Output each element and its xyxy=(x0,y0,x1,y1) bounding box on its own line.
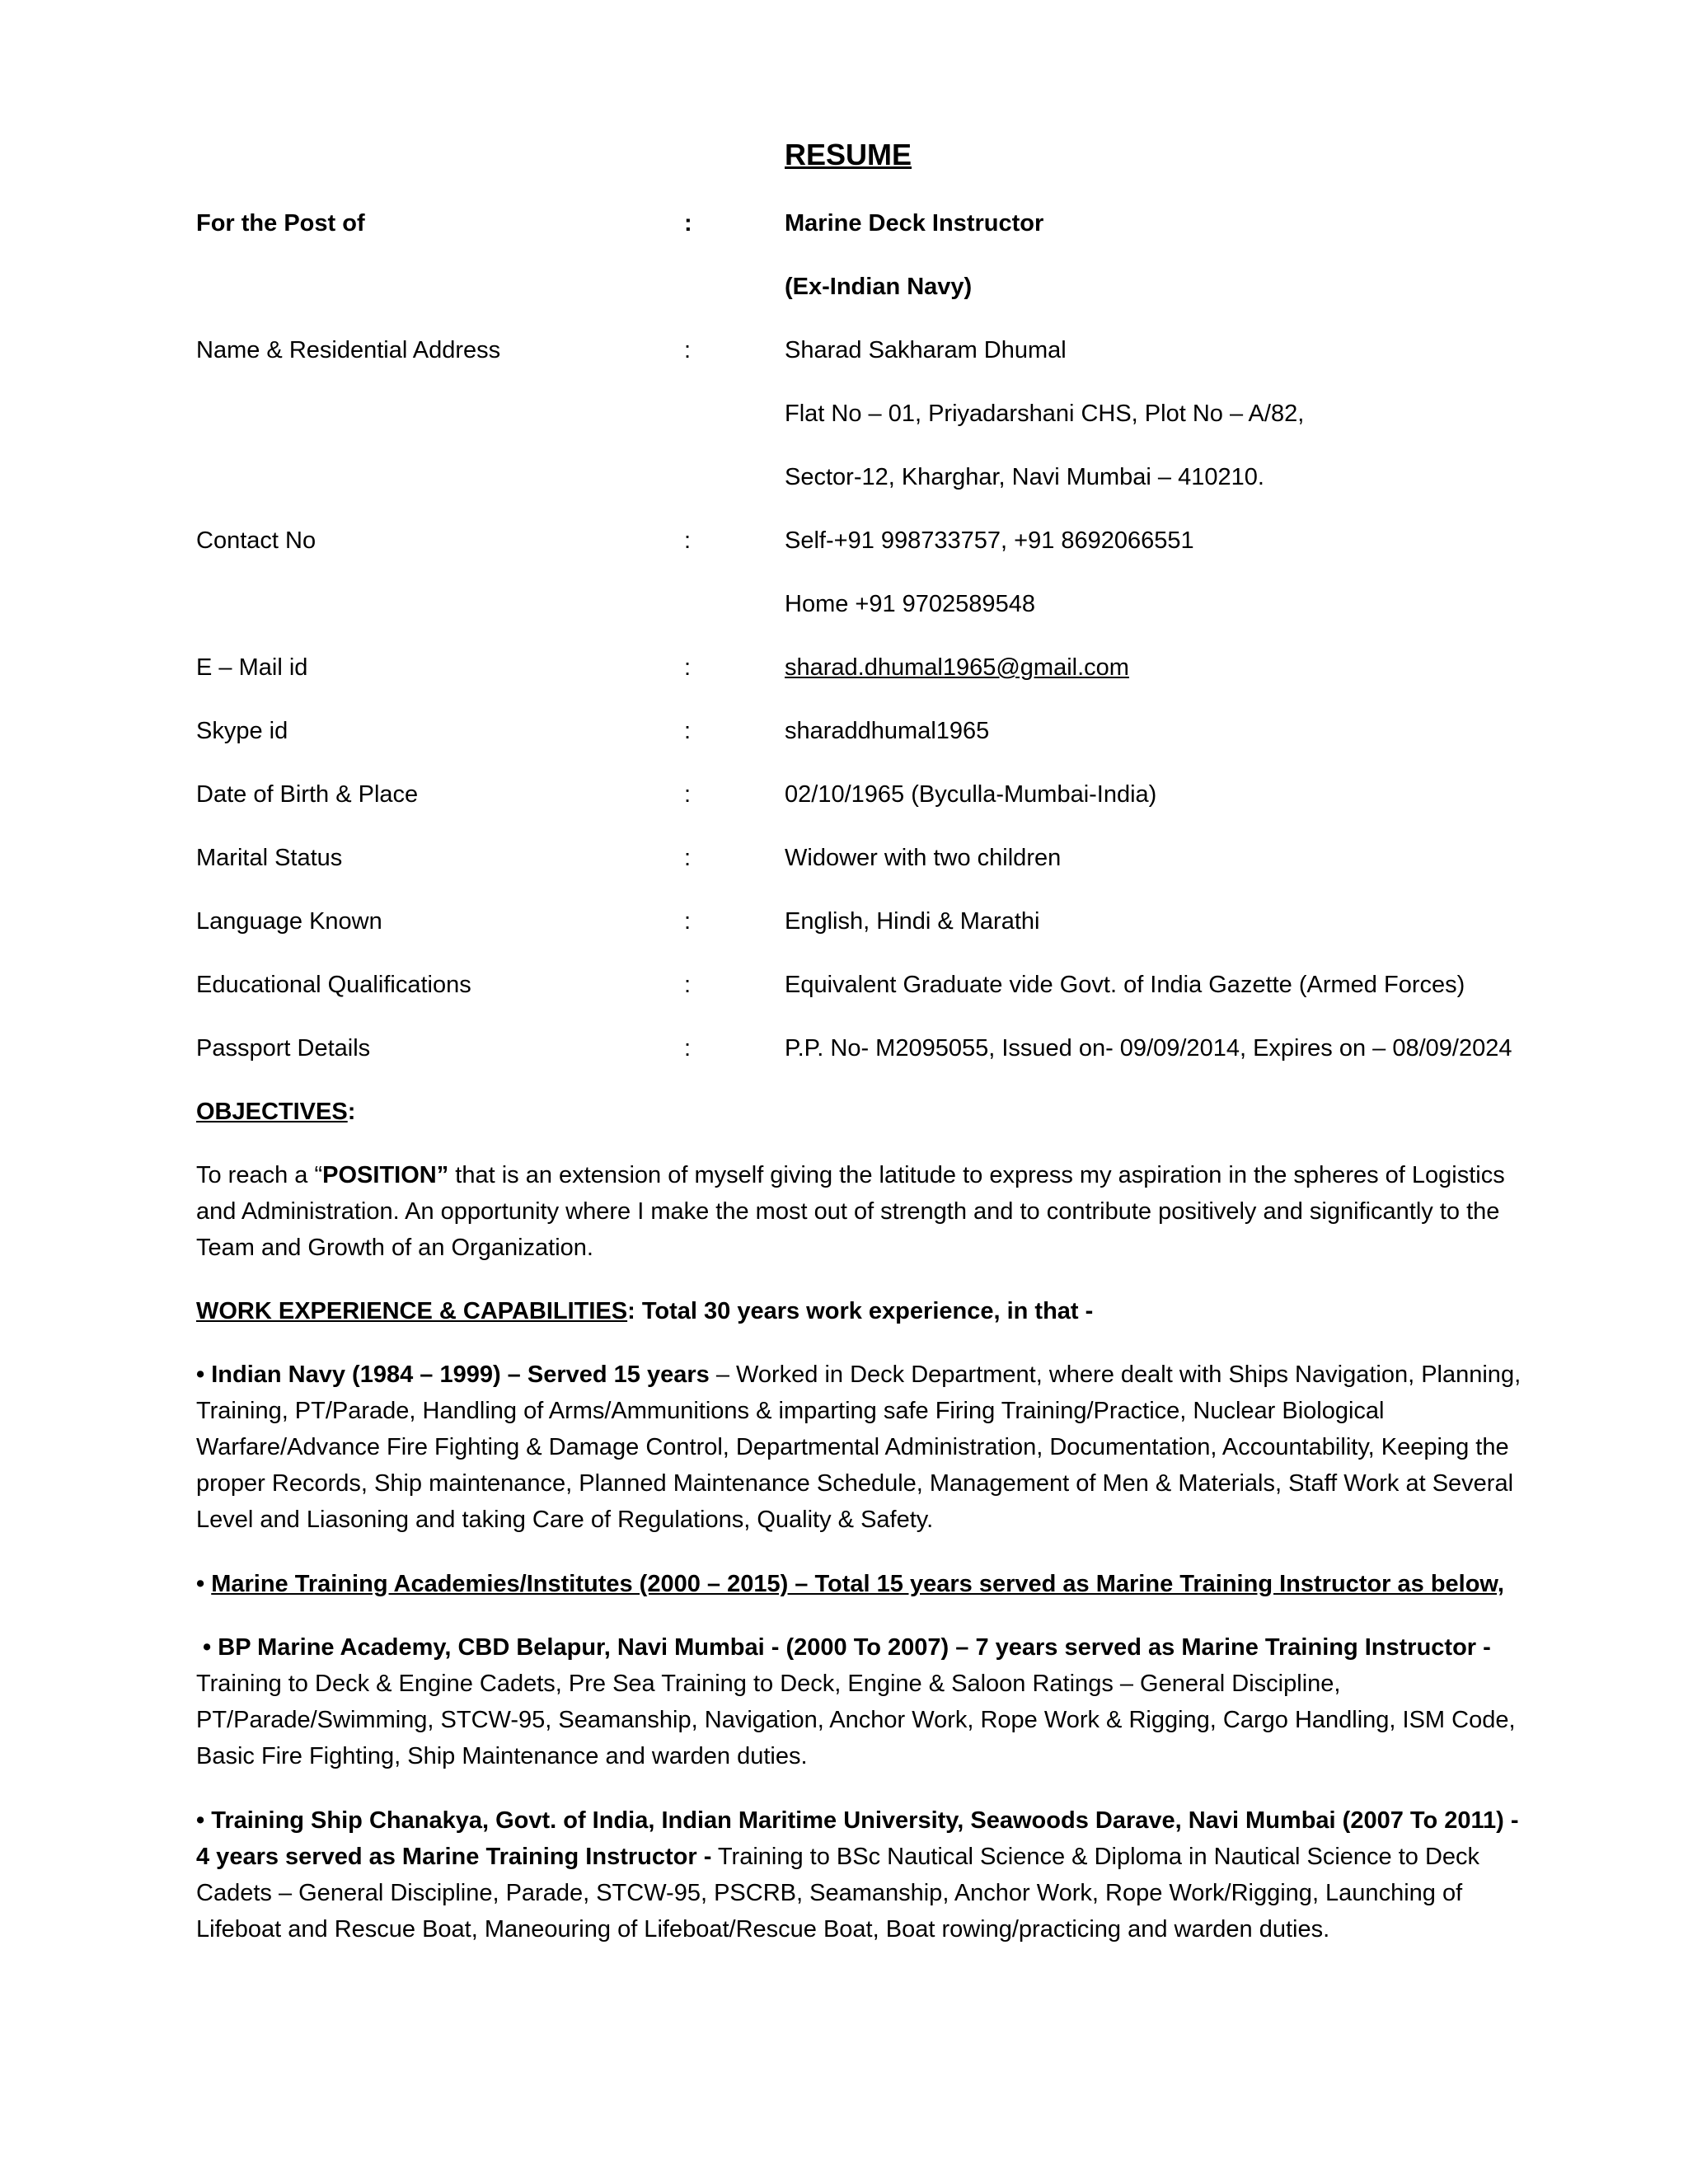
name-colon: : xyxy=(684,337,692,363)
education-row xyxy=(196,968,1523,1001)
language-value: English, Hindi & Marathi xyxy=(785,908,1040,935)
academies-heading xyxy=(196,1566,1523,1602)
objectives-heading-text: OBJECTIVES xyxy=(196,1099,348,1125)
language-label: Language Known xyxy=(196,908,382,935)
objectives-text-start: To reach a “ xyxy=(196,1162,323,1188)
contact-row xyxy=(196,524,1523,557)
language-colon: : xyxy=(684,908,692,935)
address-row-1 xyxy=(196,397,1523,430)
post-value: Marine Deck Instructor xyxy=(785,210,1044,237)
name-row xyxy=(196,334,1523,367)
work-heading xyxy=(196,1295,1523,1328)
post-colon: : xyxy=(684,210,692,237)
post-row-2 xyxy=(196,270,1523,303)
passport-value: P.P. No- M2095055, Issued on- 09/09/2014, Expires on – 08/09/2024 xyxy=(785,1035,1512,1062)
skype-colon: : xyxy=(684,718,692,744)
address-line-2: Sector-12, Kharghar, Navi Mumbai – 410210. xyxy=(785,464,1264,490)
skype-row xyxy=(196,715,1523,748)
marital-value: Widower with two children xyxy=(785,845,1062,871)
contact-colon: : xyxy=(684,527,692,554)
dob-value: 02/10/1965 (Byculla-Mumbai-India) xyxy=(785,781,1157,808)
language-row xyxy=(196,905,1523,938)
contact-row-2 xyxy=(196,588,1523,621)
email-label: E – Mail id xyxy=(196,654,308,681)
bp-academy-title: • BP Marine Academy, CBD Belapur, Navi Mumbai - (2000 To 2007) – 7 years served as Marine Training Instructor - xyxy=(196,1634,1491,1661)
contact-label: Contact No xyxy=(196,527,316,554)
work-heading-text: WORK EXPERIENCE & CAPABILITIES xyxy=(196,1298,628,1324)
navy-experience-title: • Indian Navy (1984 – 1999) – Served 15 years xyxy=(196,1361,710,1388)
marital-row xyxy=(196,841,1523,874)
marital-label: Marital Status xyxy=(196,845,343,871)
email-link[interactable]: sharad.dhumal1965@gmail.com xyxy=(785,654,1129,681)
dob-row xyxy=(196,778,1523,811)
objectives-heading xyxy=(196,1095,1523,1128)
objectives-text xyxy=(196,1157,1523,1266)
dob-colon: : xyxy=(684,781,692,808)
chanakya-title: • Training Ship Chanakya, Govt. of India, Indian Maritime University, Seawoods Darave, Navi Mumbai (2007 To 2011) - 4 years served as Marine Training Instructor - xyxy=(196,1807,1519,1870)
passport-colon: : xyxy=(684,1035,692,1062)
education-label: Educational Qualifications xyxy=(196,972,471,998)
marital-colon: : xyxy=(684,845,692,871)
name-label: Name & Residential Address xyxy=(196,337,501,363)
contact-home: Home +91 9702589548 xyxy=(785,591,1035,617)
name-value: Sharad Sakharam Dhumal xyxy=(785,337,1067,363)
post-label: For the Post of xyxy=(196,210,365,237)
post-row xyxy=(196,207,1523,240)
chanakya-experience xyxy=(196,1802,1523,1947)
resume-title: RESUME xyxy=(785,138,912,171)
email-row xyxy=(196,651,1523,684)
skype-value: sharaddhumal1965 xyxy=(785,718,990,744)
education-colon: : xyxy=(684,972,692,998)
education-value: Equivalent Graduate vide Govt. of India Gazette (Armed Forces) xyxy=(785,972,1465,998)
post-value-2: (Ex-Indian Navy) xyxy=(785,274,973,300)
contact-self: Self-+91 998733757, +91 8692066551 xyxy=(785,527,1194,554)
academies-bullet: • xyxy=(196,1571,212,1597)
academies-heading-text: Marine Training Academies/Institutes (2000 – 2015) – Total 15 years served as Marine Training Instructor as below, xyxy=(211,1571,1504,1597)
passport-label: Passport Details xyxy=(196,1035,371,1062)
skype-label: Skype id xyxy=(196,718,288,744)
bp-academy-experience xyxy=(196,1629,1523,1774)
dob-label: Date of Birth & Place xyxy=(196,781,419,808)
objectives-text-bold: POSITION” xyxy=(322,1162,449,1188)
objectives-heading-colon: : xyxy=(347,1099,356,1125)
chanakya-text: Training to BSc Nautical Science & Diploma in Nautical Science to Deck Cadets – General Discipline, Parade, STCW-95, PSCRB, Seamanship, Anchor Work, Rope Work/Rigging, Launching of Lifeboat and Rescue Boat, Maneouring of Lifeboat/Rescue Boat, Boat rowing/practicing and warden duties. xyxy=(196,1844,1480,1943)
objectives-text-rest: that is an extension of myself giving the latitude to express my aspiration in the spheres of Logistics and Administration. An opportunity where I make the most out of strength and to contribute positively and significantly to the Team and Growth of an Organization. xyxy=(196,1162,1505,1261)
navy-experience xyxy=(196,1357,1523,1538)
address-line-1: Flat No – 01, Priyadarshani CHS, Plot No – A/82, xyxy=(785,401,1305,427)
passport-row xyxy=(196,1032,1523,1065)
bp-academy-text: Training to Deck & Engine Cadets, Pre Sea Training to Deck, Engine & Saloon Ratings – General Discipline, PT/Parade/Swimming, STCW-95, Seamanship, Navigation, Anchor Work, Rope Work & Rigging, Cargo Handling, ISM Code, Basic Fire Fighting, Ship Maintenance and warden duties. xyxy=(196,1671,1516,1769)
work-heading-suffix: : Total 30 years work experience, in that - xyxy=(627,1298,1094,1324)
address-row-2 xyxy=(196,461,1523,494)
email-colon: : xyxy=(684,654,692,681)
navy-experience-text: – Worked in Deck Department, where dealt with Ships Navigation, Planning, Training, PT/Parade, Handling of Arms/Ammunitions & imparting safe Firing Training/Practice, Nuclear Biological Warfare/Advance Fire Fighting & Damage Control, Departmental Administration, Documentation, Accountability, Keeping the proper Records, Ship maintenance, Planned Maintenance Schedule, Management of Men & Materials, Staff Work at Several Level and Liasoning and taking Care of Regulations, Quality & Safety. xyxy=(196,1361,1522,1533)
